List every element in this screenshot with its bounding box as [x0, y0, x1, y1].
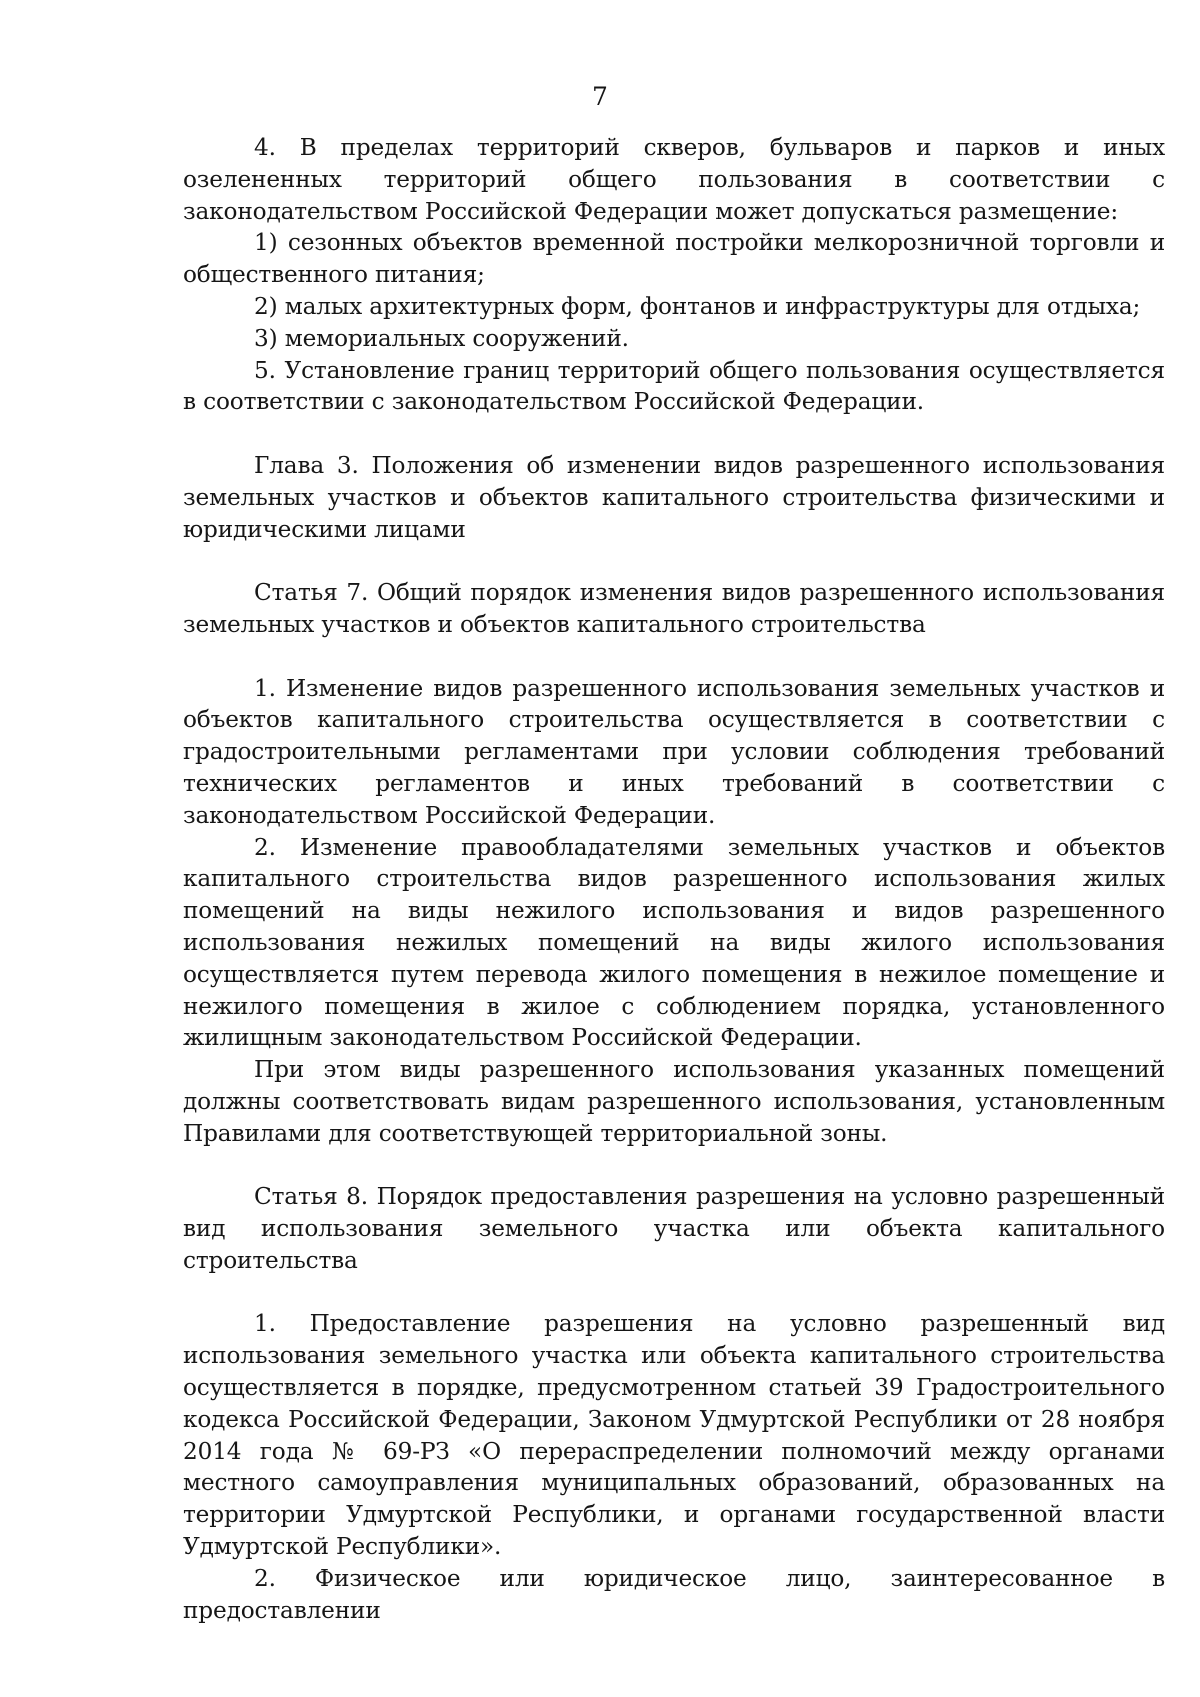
article-7-heading: Статья 7. Общий порядок изменения видов разрешенного использования земельных участков и объектов капитального строительства [183, 579, 1165, 638]
article-8-heading: Статья 8. Порядок предоставления разрешения на условно разрешенный вид использования земельного участка или объекта капитального строительства [183, 1183, 1165, 1274]
article-7-paragraph-1: 1. Изменение видов разрешенного использования земельных участков и объектов капитального строительства осуществляется в соответствии с градостроительными регламентами при условии соблюдения требований технических регламентов и иных требований в соответствии с законодательством Российской Федерации. [183, 674, 1165, 829]
article-8-paragraph-1: 1. Предоставление разрешения на условно разрешенный вид использования земельного участка или объекта капитального строительства осуществляется в порядке, предусмотренном статьей 39 Градостроительного кодекса Российской Федерации, Законом Удмуртской Республики от 28 ноября 2014 года № 69-РЗ «О перераспределении полномочий между органами местного самоуправления муниципальных образований, образованных на территории Удмуртской Республики, и органами государственной власти Удмуртской Республики». [183, 1310, 1165, 1561]
article-7-paragraph-3: При этом виды разрешенного использования указанных помещений должны соответствовать видам разрешенного использования, установленным Правилами для соответствующей территориальной зоны. [183, 1056, 1165, 1147]
list-item-2: 2) малых архитектурных форм, фонтанов и инфраструктуры для отдыха; [254, 292, 1141, 320]
document-body [183, 132, 1165, 1626]
chapter-3-heading: Глава 3. Положения об изменении видов разрешенного использования земельных участков и объектов капитального строительства физическими и юридическими лицами [183, 451, 1165, 543]
list-item-3: 3) мемориальных сооружений. [254, 324, 629, 352]
paragraph-4: 4. В пределах территорий скверов, бульваров и парков и иных озелененных территорий общего пользования в соответствии с законодательством Российской Федерации может допускаться размещение: [183, 134, 1165, 225]
article-7-paragraph-2: 2. Изменение правообладателями земельных участков и объектов капитального строительства видов разрешенного использования жилых помещений на виды нежилого использования и видов разрешенного использования нежилых помещений на виды жилого использования осуществляется путем перевода жилого помещения в нежилое помещение и нежилого помещения в жилое с соблюдением порядка, установленного жилищным законодательством Российской Федерации. [183, 833, 1165, 1052]
paragraph-5: 5. Установление границ территорий общего пользования осуществляется в соответствии с законодательством Российской Федерации. [183, 356, 1165, 416]
article-8-paragraph-2: 2. Физическое или юридическое лицо, заинтересованное в предоставлении [183, 1564, 1165, 1624]
list-item-1: 1) сезонных объектов временной постройки мелкорозничной торговли и общественного питания; [183, 229, 1165, 289]
page-number: 7 [592, 82, 608, 111]
